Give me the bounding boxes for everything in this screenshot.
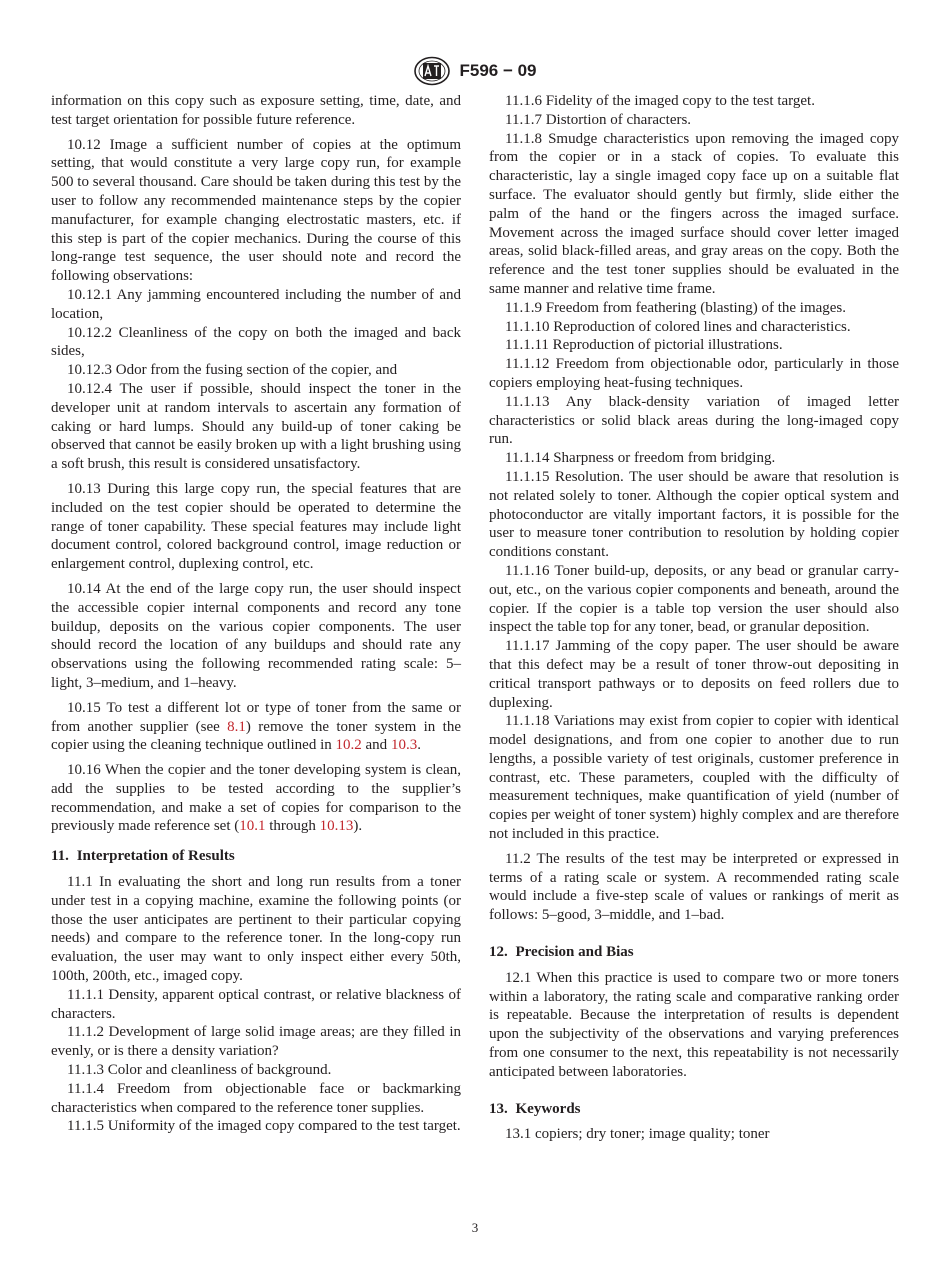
paragraph-11-1-13: 11.1.13 Any black-density variation of imaged letter characteristics or solid black areas during the long-imaged copy run. xyxy=(489,393,899,448)
page-header xyxy=(0,56,950,86)
section-heading-13 xyxy=(489,1100,899,1119)
text-run: and xyxy=(361,737,391,754)
section-heading-12 xyxy=(489,943,899,962)
paragraph-11-1-18: 11.1.18 Variations may exist from copier to copier with identical model designations, and from one copier to another due to run lengths, a possible variety of test originals, customer preference in contrast, etc. These parameters, coupled with the difficulty of measurement techniques, make quantification of yield (number of copies per weight of toner system) highly complex and are therefore not included in this practice. xyxy=(489,713,899,843)
paragraph-10-13: 10.13 During this large copy run, the special features that are included on the test copier should be operated to determine the range of toner capability. These special features may include light document control, colored background control, image reduction or enlargement control, duplexing control, etc. xyxy=(51,480,461,573)
paragraph-11-1-10: 11.1.10 Reproduction of colored lines and characteristics. xyxy=(505,318,851,335)
section-number: 11. xyxy=(51,848,69,865)
section-link-10-2[interactable]: 10.2 xyxy=(335,737,362,754)
paragraph-11-1-17: 11.1.17 Jamming of the copy paper. The user should be aware that this defect may be a result of toner throw-out depositing in critical transport pathways or to deposits on feed rollers due to duplexing. xyxy=(489,638,899,711)
page-number: 3 xyxy=(471,1220,479,1235)
section-heading-11 xyxy=(51,847,461,866)
text-run: through xyxy=(265,818,320,835)
paragraph-11-1-12: 11.1.12 Freedom from objectionable odor, particularly in those copiers employing heat-fusing techniques. xyxy=(489,356,899,391)
paragraph-11-1-8: 11.1.8 Smudge characteristics upon removing the imaged copy from the copier or in a stack of copies. To evaluate this characteristic, lay a single imaged copy face up on a suitable flat surface. The evaluator should gently but firmly, slide either the palm of the hand or the fingers across the imaged surface. Movement across the imaged surface should cover letter imaged areas, solid black-filled areas, and gray areas on the copy. Both the reference and the test toner supplies should be evaluated in the same manner and relative time frame. xyxy=(489,130,899,297)
paragraph-10-12-3: 10.12.3 Odor from the fusing section of the copier, and xyxy=(67,362,398,379)
section-link-10-13[interactable]: 10.13 xyxy=(319,818,354,835)
section-number: 12. xyxy=(489,944,508,961)
text-run: . xyxy=(417,737,421,754)
paragraph-11-1-14: 11.1.14 Sharpness or freedom from bridging. xyxy=(505,450,776,467)
paragraph-11-1-9: 11.1.9 Freedom from feathering (blasting) of the images. xyxy=(505,299,847,316)
paragraph-11-1-1: 11.1.1 Density, apparent optical contrast, or relative blackness of characters. xyxy=(51,986,461,1022)
paragraph-11-1-5: 11.1.5 Uniformity of the imaged copy compared to the test target. xyxy=(67,1118,461,1135)
paragraph-11-1-16: 11.1.16 Toner build-up, deposits, or any bead or granular carry-out, etc., on the various copier components and beneath, around the copier. If the copier is a table top version the user should also inspect the table top for any toner, bead, or granular deposition. xyxy=(489,562,899,636)
paragraph-10-12-2: 10.12.2 Cleanliness of the copy on both the imaged and back sides, xyxy=(51,324,461,360)
document-number: F596 − 09 xyxy=(459,61,537,80)
right-column xyxy=(489,92,899,1144)
section-title: Keywords xyxy=(515,1100,581,1117)
paragraph-10-14: 10.14 At the end of the large copy run, the user should inspect the accessible copier internal components and record any tone buildup, deposits on the various copier components. The user should record the location of any buildups and should rate any observations using the following recommended rating scale: 5–light, 3–medium, and 1–heavy. xyxy=(51,580,461,691)
paragraph-10-12: 10.12 Image a sufficient number of copies at the optimum setting, that would constitute a very large copy run, for example 500 to several thousand. Care should be taken during this test by the user to follow any recommended maintenance steps by the copier manufacturer, for example changing electrostatic masters, etc. if this step is part of the copier mechanics. During the course of this long-range test sequence, the user should note and record the following observations: xyxy=(51,136,461,285)
paragraph-11-1-6: 11.1.6 Fidelity of the imaged copy to the test target. xyxy=(505,93,815,109)
paragraph-continuation: information on this copy such as exposure setting, time, date, and test target orientation for possible future reference. xyxy=(51,93,461,128)
section-link-10-1[interactable]: 10.1 xyxy=(239,818,266,835)
paragraph-11-1-11: 11.1.11 Reproduction of pictorial illustrations. xyxy=(505,337,783,354)
left-column xyxy=(51,92,461,1136)
section-link-8-1[interactable]: 8.1 xyxy=(227,718,246,735)
section-title: Interpretation of Results xyxy=(76,848,235,865)
paragraph-10-16 xyxy=(51,761,461,836)
paragraph-11-1-15: 11.1.15 Resolution. The user should be aware that resolution is not related solely to toner. Although the copier optical system and photoconductor are vitally important factors, it is possible for the user to measure toner contribution to resolution by holding copier conditions constant. xyxy=(489,468,899,561)
astm-logo-icon xyxy=(413,56,451,86)
paragraph-11-1-3: 11.1.3 Color and cleanliness of background. xyxy=(67,1062,332,1079)
paragraph-10-12-4: 10.12.4 The user if possible, should inspect the toner in the developer unit at random intervals to ascertain any formation of caking or hard lumps. Should any build-up of toner caking be observed that cannot be easily broken up with a light brushing using a soft brush, this result is considered unsatisfactory. xyxy=(51,380,461,473)
paragraph-11-2: 11.2 The results of the test may be interpreted or expressed in terms of a rating scale or system. A recommended rating scale would include a five-step scale of values or rankings of merit as follows: 5–good, 3–middle, and 1–bad. xyxy=(489,850,899,924)
paragraph-10-15 xyxy=(51,699,461,755)
paragraph-12-1: 12.1 When this practice is used to compare two or more toners within a laboratory, the rating scale and comparative ranking order is repeatable. Because the interpretation of results is dependent upon the subjectivity of the observations and varying preferences from one consumer to the next, this repeatability is not necessarily anticipated between laboratories. xyxy=(489,969,899,1080)
text-run: ). xyxy=(353,818,363,835)
section-number: 13. xyxy=(489,1100,508,1117)
text-run: ) remove the toner system in the copier using the cleaning technique outlined in xyxy=(51,718,462,754)
section-link-10-3[interactable]: 10.3 xyxy=(390,737,418,754)
paragraph-11-1-2: 11.1.2 Development of large solid image areas; are they filled in evenly, or is there a density variation? xyxy=(51,1024,461,1060)
paragraph-13-1: 13.1 copiers; dry toner; image quality; toner xyxy=(505,1126,770,1143)
paragraph-11-1: 11.1 In evaluating the short and long run results from a toner under test in a copying machine, examine the following points (or those the user anticipates are pertinent to their particular copying needs) and compare to the reference toner. In the long-copy run evaluation, the user may want to only inspect either every 50th, 100th, 200th, etc., imaged copy. xyxy=(51,874,461,985)
text-run: 10.16 When the copier and the toner developing system is clean, add the supplies to be tested according to the supplier’s recommendation, and make a set of copies for comparison to the previously made reference set ( xyxy=(51,762,461,835)
paragraph-11-1-4: 11.1.4 Freedom from objectionable face or backmarking characteristics when compared to the reference toner supplies. xyxy=(51,1080,461,1116)
paragraph-11-1-7: 11.1.7 Distortion of characters. xyxy=(505,111,692,128)
text-run: 10.15 To test a different lot or type of toner from the same or from another supplier (see xyxy=(51,699,461,735)
section-title: Precision and Bias xyxy=(515,944,634,961)
paragraph-10-12-1: 10.12.1 Any jamming encountered including the number of and location, xyxy=(51,286,461,322)
